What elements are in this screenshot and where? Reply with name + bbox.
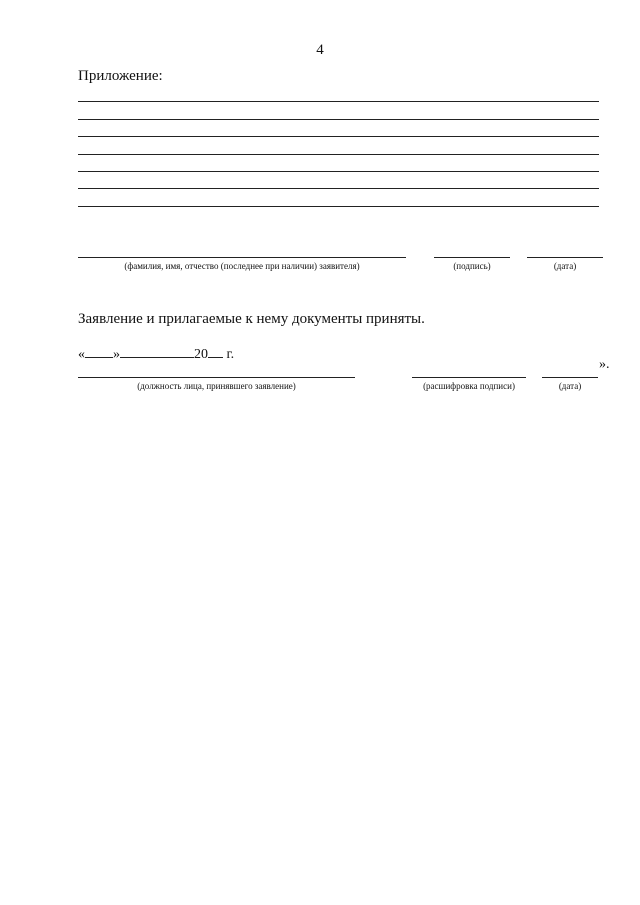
position-caption: (должность лица, принявшего заявление) bbox=[137, 381, 296, 391]
day-blank bbox=[85, 345, 113, 358]
date-open-quote: « bbox=[78, 347, 85, 362]
acceptance-statement: Заявление и прилагаемые к нему документы приняты. bbox=[78, 311, 425, 327]
year-suffix: г. bbox=[226, 347, 235, 362]
appendix-line bbox=[78, 154, 599, 155]
appendix-line bbox=[78, 119, 599, 120]
appendix-title: Приложение: bbox=[78, 68, 163, 84]
applicant-name-line bbox=[78, 257, 406, 258]
position-line bbox=[78, 377, 355, 378]
page-number: 4 bbox=[316, 42, 324, 58]
date-close-quote: » bbox=[113, 347, 120, 362]
applicant-signature-line bbox=[434, 257, 510, 258]
appendix-line bbox=[78, 136, 599, 137]
appendix-line bbox=[78, 188, 599, 189]
applicant-name-caption: (фамилия, имя, отчество (последнее при наличии) заявителя) bbox=[124, 261, 360, 271]
appendix-line bbox=[78, 206, 599, 207]
year-prefix: 20 bbox=[194, 347, 208, 362]
acceptance-date-underline bbox=[542, 377, 598, 378]
applicant-date-line bbox=[527, 257, 603, 258]
year-blank bbox=[208, 345, 223, 358]
acceptance-date-line bbox=[78, 345, 234, 363]
closing-quote-mark: ». bbox=[599, 357, 610, 372]
decryption-line bbox=[412, 377, 526, 378]
appendix-line bbox=[78, 171, 599, 172]
appendix-line bbox=[78, 101, 599, 102]
applicant-date-caption: (дата) bbox=[553, 261, 577, 271]
month-blank bbox=[120, 345, 194, 358]
applicant-signature-caption: (подпись) bbox=[453, 261, 491, 271]
acceptance-date-caption: (дата) bbox=[558, 381, 582, 391]
decryption-caption: (расшифровка подписи) bbox=[423, 381, 515, 391]
